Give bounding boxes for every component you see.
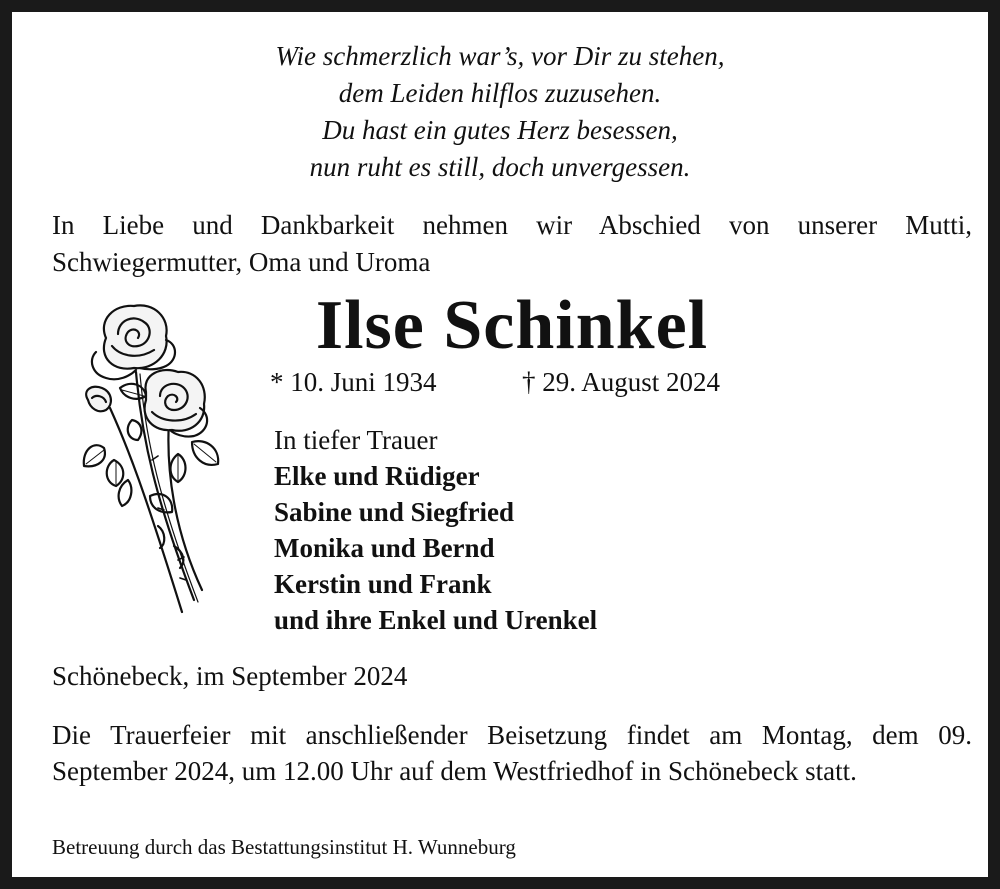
mourners-list — [274, 422, 597, 638]
mourner-entry: Sabine und Siegfried — [274, 497, 515, 527]
memorial-poem — [52, 38, 948, 186]
poem-line: Wie schmerzlich war’s, vor Dir zu stehen, — [275, 41, 725, 71]
poem-line: Du hast ein gutes Herz besessen, — [322, 115, 678, 145]
mourner-entry: Monika und Bernd — [274, 533, 495, 563]
funeral-service-notice: Die Trauerfeier mit anschließender Beisetzung findet am Montag, dem 09. September 2024, um 12.00 Uhr auf dem Westfriedhof in Schönebeck statt. — [52, 720, 972, 786]
poem-line: nun ruht es still, doch unvergessen. — [309, 152, 691, 182]
poem-line: dem Leiden hilflos zuzusehen. — [338, 78, 662, 108]
funeral-home-credit: Betreuung durch das Bestattungsinstitut H. Wunneburg — [52, 835, 516, 859]
rose-illustration — [74, 300, 234, 618]
death-date: † 29. August 2024 — [522, 367, 721, 397]
place-and-date: Schönebeck, im September 2024 — [52, 661, 408, 691]
farewell-intro: In Liebe und Dankbarkeit nehmen wir Abschied von unserer Mutti, Schwiegermutter, Oma und Uroma — [52, 210, 972, 277]
mourner-entry: Elke und Rüdiger — [274, 461, 480, 491]
mourning-phrase: In tiefer Trauer — [274, 425, 438, 455]
mourner-entry: Kerstin und Frank — [274, 569, 492, 599]
birth-date: * 10. Juni 1934 — [270, 367, 437, 397]
mourner-entry: und ihre Enkel und Urenkel — [274, 605, 598, 635]
deceased-name: Ilse Schinkel — [315, 287, 709, 364]
